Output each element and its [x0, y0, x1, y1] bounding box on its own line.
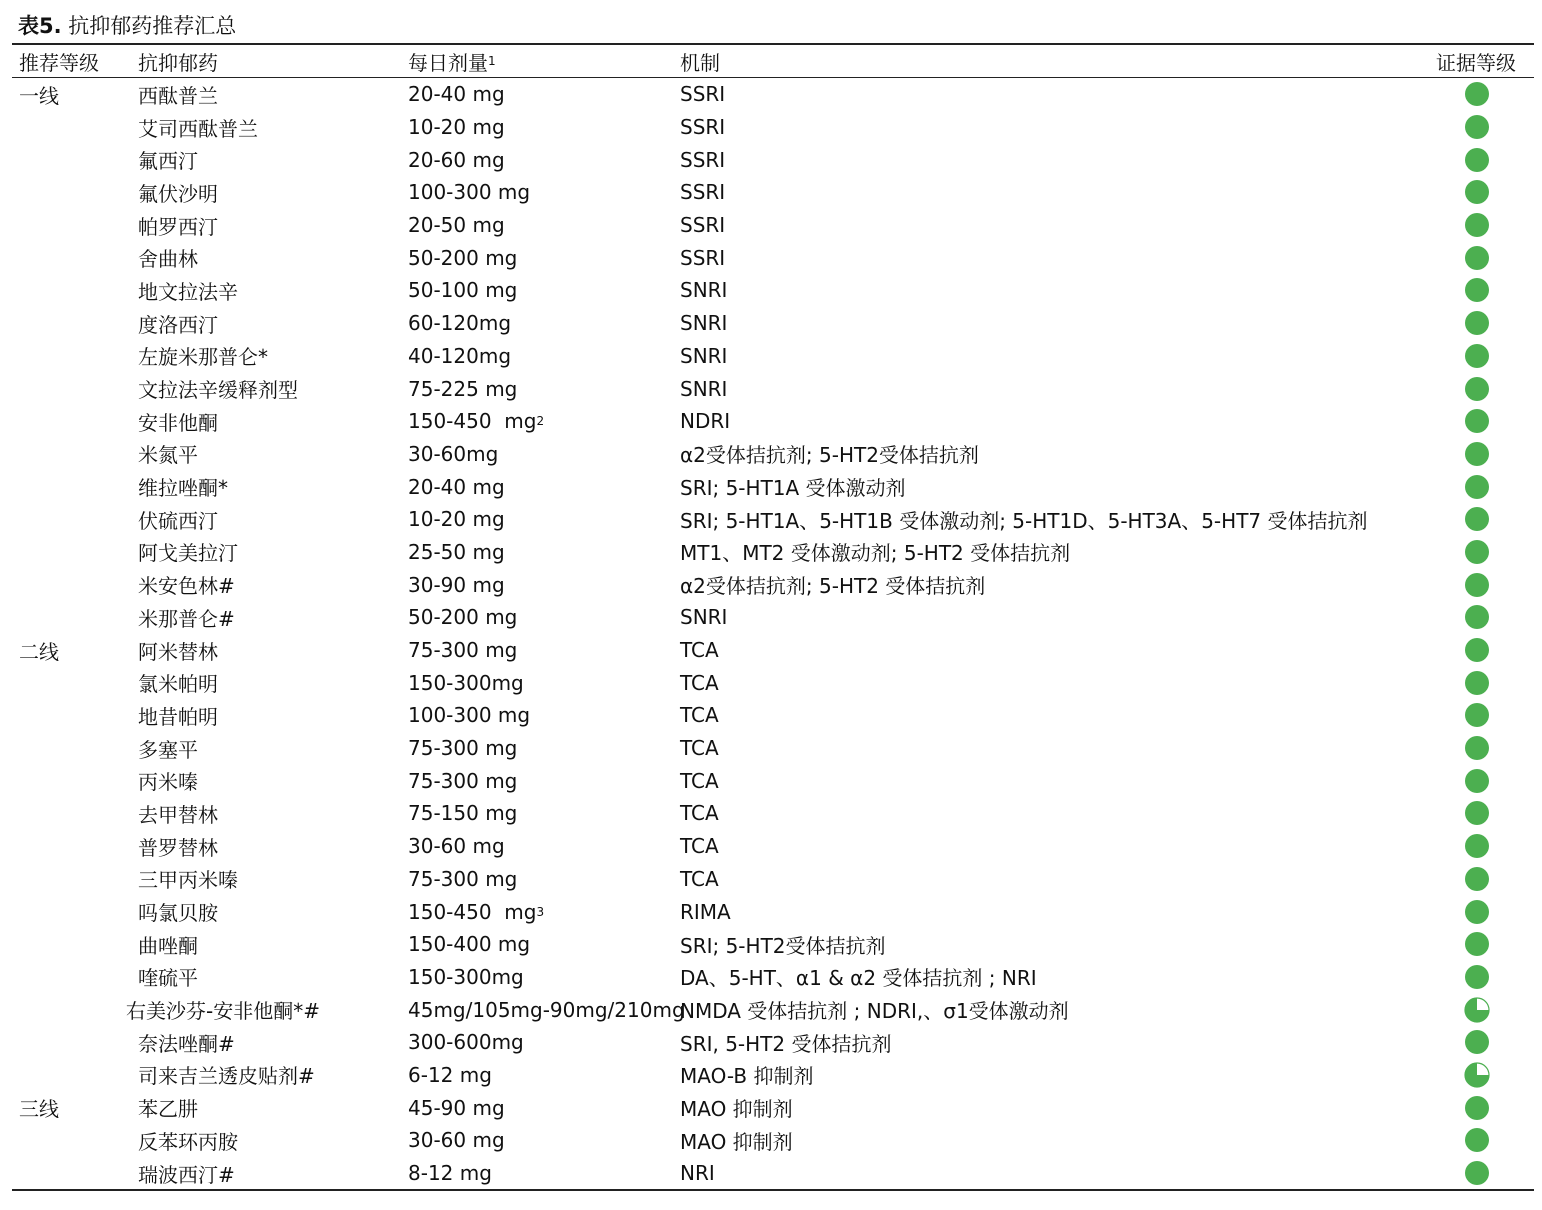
- mechanism: SNRI: [680, 376, 728, 401]
- evidence-full-circle-icon: [1462, 503, 1492, 536]
- daily-dose-value: 20-60 mg: [408, 147, 505, 172]
- drug-name: 普罗替林: [138, 835, 218, 860]
- drug-name: 米安色林#: [138, 574, 235, 599]
- daily-dose-value: 150-450 mg: [408, 409, 537, 434]
- evidence-full-circle-icon: [1462, 470, 1492, 503]
- table-row: [12, 209, 1534, 242]
- mechanism: α2受体拮抗剂; 5-HT2受体拮抗剂: [680, 443, 979, 468]
- drug-name: 舍曲林: [138, 247, 198, 272]
- drug-name: 喹硫平: [138, 966, 198, 991]
- mechanism: SSRI: [680, 82, 726, 107]
- drug-name: 阿米替林: [138, 639, 218, 664]
- mechanism: SSRI: [680, 147, 726, 172]
- evidence-full-circle-icon: [1462, 895, 1492, 928]
- evidence-full-circle-icon: [1462, 1157, 1492, 1190]
- table-row: [12, 666, 1534, 699]
- daily-dose: [408, 601, 517, 634]
- table-row: [12, 405, 1534, 438]
- table-row: [12, 1124, 1534, 1157]
- table-row: [12, 1157, 1534, 1190]
- daily-dose: [408, 634, 517, 667]
- mechanism: MAO-B 抑制剂: [680, 1064, 814, 1089]
- table-row: [12, 176, 1534, 209]
- daily-dose-value: 75-300 mg: [408, 866, 518, 891]
- daily-dose-value: 6-12 mg: [408, 1062, 492, 1087]
- daily-dose-value: 10-20 mg: [408, 507, 505, 532]
- daily-dose: [408, 176, 530, 209]
- table-row: [12, 634, 1534, 667]
- table-caption: [18, 12, 236, 40]
- evidence-full-circle-icon: [1462, 176, 1492, 209]
- drug-name: 氟西汀: [138, 149, 198, 174]
- table-row: [12, 732, 1534, 765]
- drug-name: 文拉法辛缓释剂型: [138, 378, 298, 403]
- table-body: [12, 78, 1534, 1189]
- daily-dose: [408, 307, 511, 340]
- table-row: [12, 536, 1534, 569]
- daily-dose-value: 100-300 mg: [408, 703, 531, 728]
- daily-dose: [408, 993, 685, 1026]
- drug-name: 米那普仑#: [138, 606, 235, 631]
- daily-dose-value: 50-100 mg: [408, 278, 518, 303]
- daily-dose: [408, 830, 505, 863]
- table-row: [12, 1026, 1534, 1059]
- table-row: [12, 993, 1534, 1026]
- evidence-full-circle-icon: [1462, 274, 1492, 307]
- evidence-full-circle-icon: [1462, 961, 1492, 994]
- daily-dose-value: 75-150 mg: [408, 801, 518, 826]
- daily-dose: [408, 666, 524, 699]
- table-row: [12, 241, 1534, 274]
- daily-dose-value: 75-300 mg: [408, 736, 518, 761]
- daily-dose-value: 50-200 mg: [408, 605, 518, 630]
- daily-dose-value: 30-90 mg: [408, 572, 505, 597]
- mechanism: SRI; 5-HT1A、5-HT1B 受体激动剂; 5-HT1D、5-HT3A、5-HT7 受体拮抗剂: [680, 508, 1368, 533]
- caption-text: 抗抑郁药推荐汇总: [68, 14, 237, 38]
- recommendation-level: 二线: [19, 639, 59, 664]
- daily-dose-value: 40-120mg: [408, 343, 512, 368]
- evidence-full-circle-icon: [1462, 536, 1492, 569]
- daily-dose-value: 60-120mg: [408, 311, 512, 336]
- evidence-full-circle-icon: [1462, 601, 1492, 634]
- evidence-full-circle-icon: [1462, 405, 1492, 438]
- daily-dose-value: 150-300mg: [408, 670, 524, 695]
- drug-name: 度洛西汀: [138, 312, 218, 337]
- daily-dose: [408, 438, 498, 471]
- daily-dose: [408, 209, 505, 242]
- daily-dose: [408, 241, 517, 274]
- drug-name: 三甲丙米嗪: [138, 868, 238, 893]
- daily-dose: [408, 1157, 492, 1190]
- evidence-full-circle-icon: [1462, 143, 1492, 176]
- drug-name: 多塞平: [138, 737, 198, 762]
- drug-name: 西酞普兰: [138, 83, 218, 108]
- header-dose: 每日剂量 1: [408, 45, 496, 77]
- table-row: [12, 78, 1534, 111]
- daily-dose: [408, 863, 517, 896]
- daily-dose: [408, 928, 530, 961]
- daily-dose-value: 100-300 mg: [408, 180, 531, 205]
- mechanism: SNRI: [680, 311, 728, 336]
- daily-dose: [408, 78, 505, 111]
- table-row: [12, 895, 1534, 928]
- mechanism: MAO 抑制剂: [680, 1129, 793, 1154]
- drug-name: 安非他酮: [138, 410, 218, 435]
- daily-dose-value: 75-300 mg: [408, 768, 518, 793]
- mechanism: SSRI: [680, 213, 726, 238]
- evidence-three-quarter-circle-icon: [1462, 1059, 1492, 1092]
- table-row: [12, 764, 1534, 797]
- daily-dose-value: 30-60 mg: [408, 834, 505, 859]
- mechanism: TCA: [680, 866, 719, 891]
- evidence-full-circle-icon: [1462, 568, 1492, 601]
- drug-name: 反苯环丙胺: [138, 1129, 238, 1154]
- daily-dose: [408, 1124, 505, 1157]
- daily-dose-value: 75-300 mg: [408, 638, 518, 663]
- recommendation-level: 三线: [19, 1097, 59, 1122]
- drug-name: 右美沙芬-安非他酮*#: [126, 999, 320, 1024]
- daily-dose: [408, 568, 505, 601]
- drug-name: 氯米帕明: [138, 672, 218, 697]
- drug-name: 瑞波西汀#: [138, 1162, 235, 1187]
- evidence-full-circle-icon: [1462, 634, 1492, 667]
- evidence-full-circle-icon: [1462, 797, 1492, 830]
- table-row: [12, 961, 1534, 994]
- daily-dose-value: 30-60mg: [408, 441, 499, 466]
- daily-dose-value: 20-50 mg: [408, 213, 505, 238]
- table-row: [12, 797, 1534, 830]
- evidence-full-circle-icon: [1462, 111, 1492, 144]
- evidence-full-circle-icon: [1462, 307, 1492, 340]
- daily-dose: [408, 143, 505, 176]
- drug-name: 去甲替林: [138, 802, 218, 827]
- table-row: [12, 143, 1534, 176]
- daily-dose: [408, 536, 505, 569]
- drug-name: 吗氯贝胺: [138, 901, 218, 926]
- antidepressant-table: [12, 43, 1534, 1191]
- mechanism: MAO 抑制剂: [680, 1097, 793, 1122]
- daily-dose: [408, 764, 517, 797]
- drug-name: 曲唑酮: [138, 933, 198, 958]
- evidence-full-circle-icon: [1462, 1124, 1492, 1157]
- daily-dose: [408, 274, 517, 307]
- mechanism: TCA: [680, 736, 719, 761]
- table-row: [12, 503, 1534, 536]
- mechanism: SSRI: [680, 115, 726, 140]
- daily-dose: [408, 372, 517, 405]
- drug-name: 地昔帕明: [138, 704, 218, 729]
- evidence-full-circle-icon: [1462, 241, 1492, 274]
- drug-name: 地文拉法辛: [138, 279, 238, 304]
- daily-dose-value: 8-12 mg: [408, 1161, 492, 1186]
- daily-dose-value: 150-450 mg: [408, 899, 537, 924]
- daily-dose: [408, 797, 517, 830]
- table-row: [12, 928, 1534, 961]
- mechanism: TCA: [680, 670, 719, 695]
- drug-name: 奈法唑酮#: [138, 1031, 235, 1056]
- table-header-row: [12, 45, 1534, 78]
- drug-name: 帕罗西汀: [138, 214, 218, 239]
- table-row: [12, 274, 1534, 307]
- table-row: [12, 307, 1534, 340]
- header-mechanism: 机制: [680, 50, 720, 75]
- mechanism: TCA: [680, 638, 719, 663]
- daily-dose-value: 150-400 mg: [408, 932, 531, 957]
- daily-dose: [408, 340, 511, 373]
- evidence-full-circle-icon: [1462, 699, 1492, 732]
- evidence-full-circle-icon: [1462, 764, 1492, 797]
- drug-name: 米氮平: [138, 443, 198, 468]
- mechanism: SRI; 5-HT2受体拮抗剂: [680, 933, 886, 958]
- daily-dose-value: 45-90 mg: [408, 1095, 505, 1120]
- mechanism: TCA: [680, 768, 719, 793]
- evidence-full-circle-icon: [1462, 1026, 1492, 1059]
- drug-name: 伏硫西汀: [138, 508, 218, 533]
- daily-dose: [408, 111, 505, 144]
- evidence-full-circle-icon: [1462, 732, 1492, 765]
- mechanism: SSRI: [680, 245, 726, 270]
- daily-dose-value: 20-40 mg: [408, 82, 505, 107]
- header-level: 推荐等级: [19, 50, 99, 75]
- daily-dose-value: 300-600mg: [408, 1030, 524, 1055]
- header-dose-label: 每日剂量: [408, 50, 488, 75]
- daily-dose: [408, 1059, 492, 1092]
- daily-dose: [408, 503, 505, 536]
- daily-dose-value: 75-225 mg: [408, 376, 518, 401]
- table-row: [12, 568, 1534, 601]
- table-row: [12, 470, 1534, 503]
- recommendation-level: 一线: [19, 83, 59, 108]
- daily-dose: [408, 732, 517, 765]
- evidence-full-circle-icon: [1462, 1091, 1492, 1124]
- daily-dose: 150-450 mg 2: [408, 409, 545, 434]
- evidence-full-circle-icon: [1462, 830, 1492, 863]
- daily-dose: [408, 699, 530, 732]
- table-row: [12, 830, 1534, 863]
- table-row: [12, 863, 1534, 896]
- header-evidence: 证据等级: [1436, 50, 1516, 75]
- mechanism: α2受体拮抗剂; 5-HT2 受体拮抗剂: [680, 574, 986, 599]
- table-row: [12, 1091, 1534, 1124]
- mechanism: NRI: [680, 1161, 715, 1186]
- mechanism: TCA: [680, 834, 719, 859]
- evidence-full-circle-icon: [1462, 928, 1492, 961]
- daily-dose: [408, 961, 524, 994]
- drug-name: 艾司西酞普兰: [138, 116, 258, 141]
- daily-dose: [408, 470, 505, 503]
- evidence-three-quarter-circle-icon: [1462, 993, 1492, 1026]
- daily-dose: 150-450 mg 3: [408, 899, 545, 924]
- daily-dose-value: 10-20 mg: [408, 115, 505, 140]
- mechanism: NMDA 受体拮抗剂 ; NDRI,、σ1受体激动剂: [680, 999, 1069, 1024]
- table-row: [12, 372, 1534, 405]
- table-row: [12, 699, 1534, 732]
- table-row: [12, 438, 1534, 471]
- mechanism: SRI, 5-HT2 受体拮抗剂: [680, 1031, 892, 1056]
- evidence-full-circle-icon: [1462, 666, 1492, 699]
- table-row: [12, 111, 1534, 144]
- table-row: [12, 601, 1534, 634]
- table-row: [12, 340, 1534, 373]
- mechanism: RIMA: [680, 899, 731, 924]
- table-row: [12, 1059, 1534, 1092]
- drug-name: 维拉唑酮*: [138, 476, 228, 501]
- mechanism: DA、5-HT、α1 & α2 受体拮抗剂 ; NRI: [680, 966, 1037, 991]
- mechanism: SNRI: [680, 343, 728, 368]
- mechanism: SNRI: [680, 605, 728, 630]
- evidence-full-circle-icon: [1462, 372, 1492, 405]
- drug-name: 司来吉兰透皮贴剂#: [138, 1064, 315, 1089]
- evidence-full-circle-icon: [1462, 340, 1492, 373]
- caption-label: 表5.: [18, 14, 62, 38]
- daily-dose: [408, 1091, 505, 1124]
- evidence-full-circle-icon: [1462, 78, 1492, 111]
- mechanism: NDRI: [680, 409, 731, 434]
- evidence-full-circle-icon: [1462, 438, 1492, 471]
- drug-name: 丙米嗪: [138, 770, 198, 795]
- daily-dose-value: 25-50 mg: [408, 539, 505, 564]
- mechanism: SNRI: [680, 278, 728, 303]
- mechanism: TCA: [680, 703, 719, 728]
- daily-dose-value: 45mg/105mg-90mg/210mg: [408, 997, 685, 1022]
- drug-name: 苯乙肼: [138, 1097, 198, 1122]
- daily-dose-value: 30-60 mg: [408, 1128, 505, 1153]
- daily-dose-value: 20-40 mg: [408, 474, 505, 499]
- evidence-full-circle-icon: [1462, 863, 1492, 896]
- drug-name: 氟伏沙明: [138, 181, 218, 206]
- daily-dose: [408, 1026, 524, 1059]
- mechanism: SSRI: [680, 180, 726, 205]
- drug-name: 左旋米那普仑*: [138, 345, 268, 370]
- daily-dose-value: 50-200 mg: [408, 245, 518, 270]
- daily-dose-value: 150-300mg: [408, 964, 524, 989]
- header-drug: 抗抑郁药: [138, 50, 218, 75]
- drug-name: 阿戈美拉汀: [138, 541, 238, 566]
- mechanism: MT1、MT2 受体激动剂; 5-HT2 受体拮抗剂: [680, 541, 1071, 566]
- evidence-full-circle-icon: [1462, 209, 1492, 242]
- mechanism: SRI; 5-HT1A 受体激动剂: [680, 476, 906, 501]
- mechanism: TCA: [680, 801, 719, 826]
